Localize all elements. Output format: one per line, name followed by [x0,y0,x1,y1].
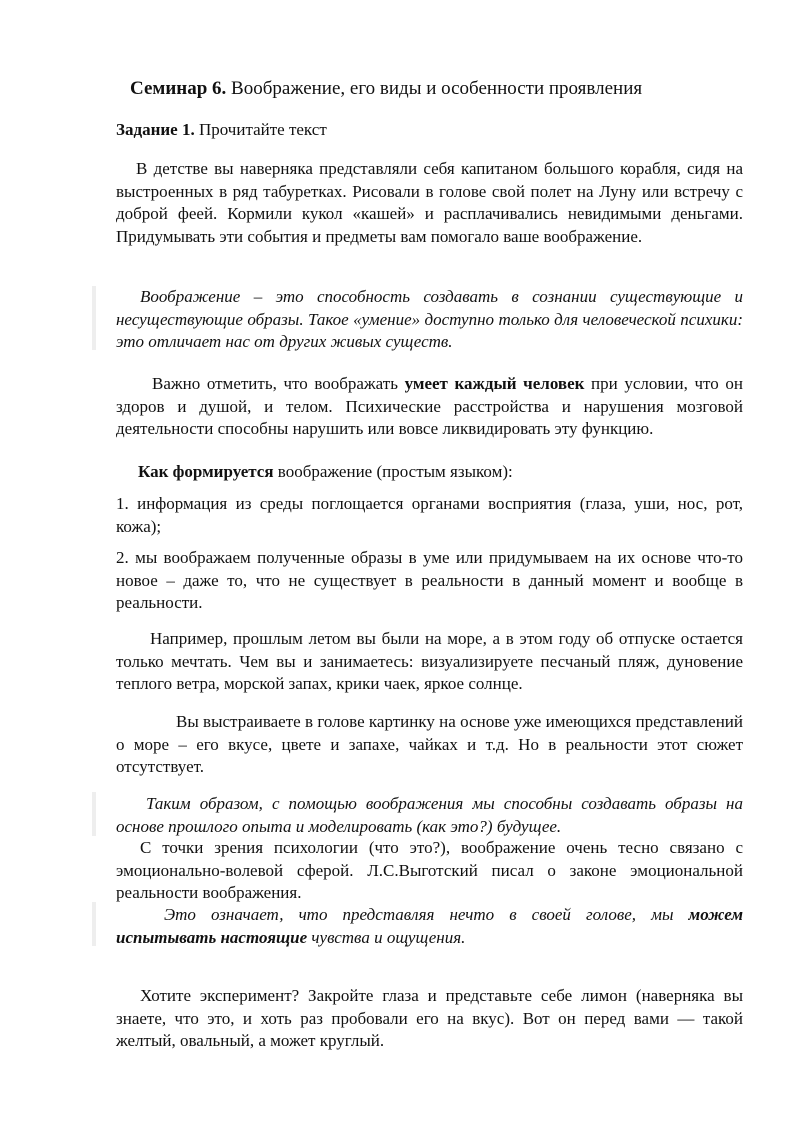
task-label: Задание 1. [116,120,195,139]
paragraph-intro: В детстве вы наверняка представляли себя капитаном большого корабля, сидя на выстроенных в ряд табуретках. Рисовали в голове свой полет на Луну или встречу с доброй феей. Кормили кукол «кашей» и расплачивались невидимыми деньгами. Придумывать эти события и предметы вам помогало ваше воображение. [116,159,743,246]
quote-bar [92,286,96,350]
bold-phrase: умеет каждый человек [404,374,585,393]
quote-bar [92,902,96,946]
paragraph-example: Например, прошлым летом вы были на море, а в этом году об отпуске остается только мечтать. Чем вы и занимаетесь: визуализируете песчаный пляж, дуновение теплого ветра, морской запах, крики чаек, яркое солнце. [116,629,743,694]
paragraph-psychology: С точки зрения психологии (что это?), воображение очень тесно связано с эмоционально-волевой сферой. Л.С.Выготский писал о законе эмоциональной реальности воображения. [116,838,743,903]
quote-feelings: Это означает, что представляя нечто в своей голове, мы можем испытывать настоящие чувства и ощущения. [116,905,743,947]
paragraph-ability: Важно отметить, что воображать умеет каждый человек при условии, что он здоров и душой, и телом. Психические расстройства и нарушения мозговой деятельности способны нарушить или вовсе ликвидировать эту функцию. [116,374,743,439]
page-title [130,76,770,102]
quote-conclusion: Таким образом, с помощью воображения мы способны создавать образы на основе прошлого опыта и моделировать (как это?) будущее. [116,794,743,836]
seminar-label: Семинар 6. [130,78,227,99]
bold-phrase: Как формируется [138,462,274,481]
task-text: Прочитайте текст [198,120,327,139]
paragraph-experiment: Хотите эксперимент? Закройте глаза и представьте себе лимон (наверняка вы знаете, что это, и хоть раз пробовали его на вкус). Вот он перед вами — такой желтый, овальный, а может круглый. [116,986,743,1051]
bold-phrase: можем испытывать настоящие [116,905,743,947]
paragraph-formation-heading: Как формируется воображение (простым языком): [138,462,513,481]
task-heading [116,119,756,141]
seminar-title: Воображение, его виды и особенности проявления [231,78,643,99]
quote-bar [92,792,96,836]
list-item-2: 2. мы воображаем полученные образы в уме или придумываем на их основе что-то новое – даже то, что не существует в реальности в данный момент и вообще в реальности. [116,548,743,613]
quote-definition: Воображение – это способность создавать в сознании существующие и несуществующие образы. Такое «умение» доступно только для человеческой психики: это отличает нас от других живых существ. [116,287,743,352]
list-item-1: 1. информация из среды поглощается органами восприятия (глаза, уши, нос, рот, кожа); [116,494,743,536]
paragraph-picture: Вы выстраиваете в голове картинку на основе уже имеющихся представлений о море – его вкусе, цвете и запахе, чайках и т.д. Но в реальности этот сюжет отсутствует. [116,712,743,777]
